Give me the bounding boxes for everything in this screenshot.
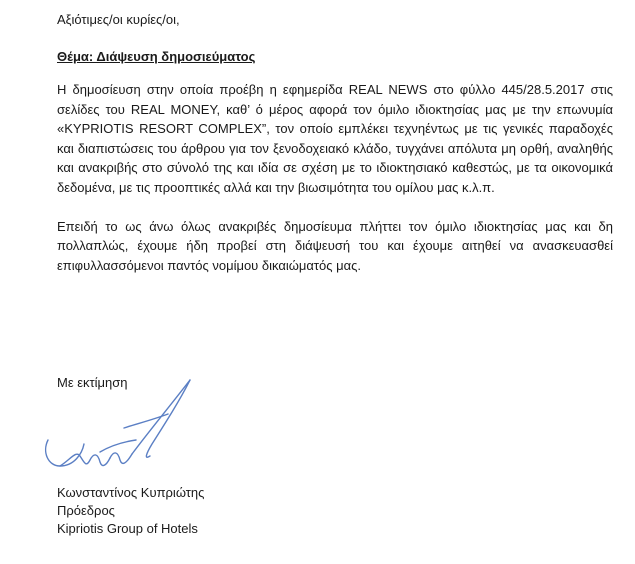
signatory-name: Κωνσταντίνος Κυπριώτης <box>57 485 205 500</box>
handwritten-signature <box>40 370 210 480</box>
signature-block <box>57 484 204 538</box>
closing: Με εκτίμηση <box>57 375 128 390</box>
letter-body <box>57 10 613 275</box>
greeting: Αξιότιμες/οι κυρίες/οι, <box>57 12 180 27</box>
signatory-company: Kipriotis Group of Hotels <box>57 521 198 536</box>
signatory-title: Πρόεδρος <box>57 503 115 518</box>
paragraph-1: Η δημοσίευση στην οποία προέβη η εφημερίδα REAL NEWS στο φύλλο 445/28.5.2017 στις σελίδες του REAL MONEY, καθ’ ό μέρος αφορά τον όμιλο ιδιοκτησίας μας με την επωνυμία «KYPRIOTIS RESORT COMPLEX”, τον οποίο εμπλέκει τεχνηέντως με τις γενικές παραδοχές και διαπιστώσεις του άρθρου για τον ξενοδοχειακό κλάδο, τυγχάνει απόλυτα μη ορθή, αναληθής και ανακριβής στο σύνολό της και ιδία σε σχέση με το ιδιοκτησιακό καθεστώς, με τα οικονομικά δεδομένα, με τις προοπτικές αλλά και την βιωσιμότητα του ομίλου μας κ.λ.π. <box>57 82 613 195</box>
subject-line: Θέμα: Διάψευση δημοσιεύματος <box>57 49 256 64</box>
paragraph-2: Επειδή το ως άνω όλως ανακριβές δημοσίευμα πλήττει τον όμιλο ιδιοκτησίας μας και δη πολλαπλώς, έχουμε ήδη προβεί στη διάψευσή του και έχουμε αιτηθεί να ανασκευασθεί επιφυλλασσόμενοι παντός νομίμου δικαιώματός μας. <box>57 218 613 273</box>
